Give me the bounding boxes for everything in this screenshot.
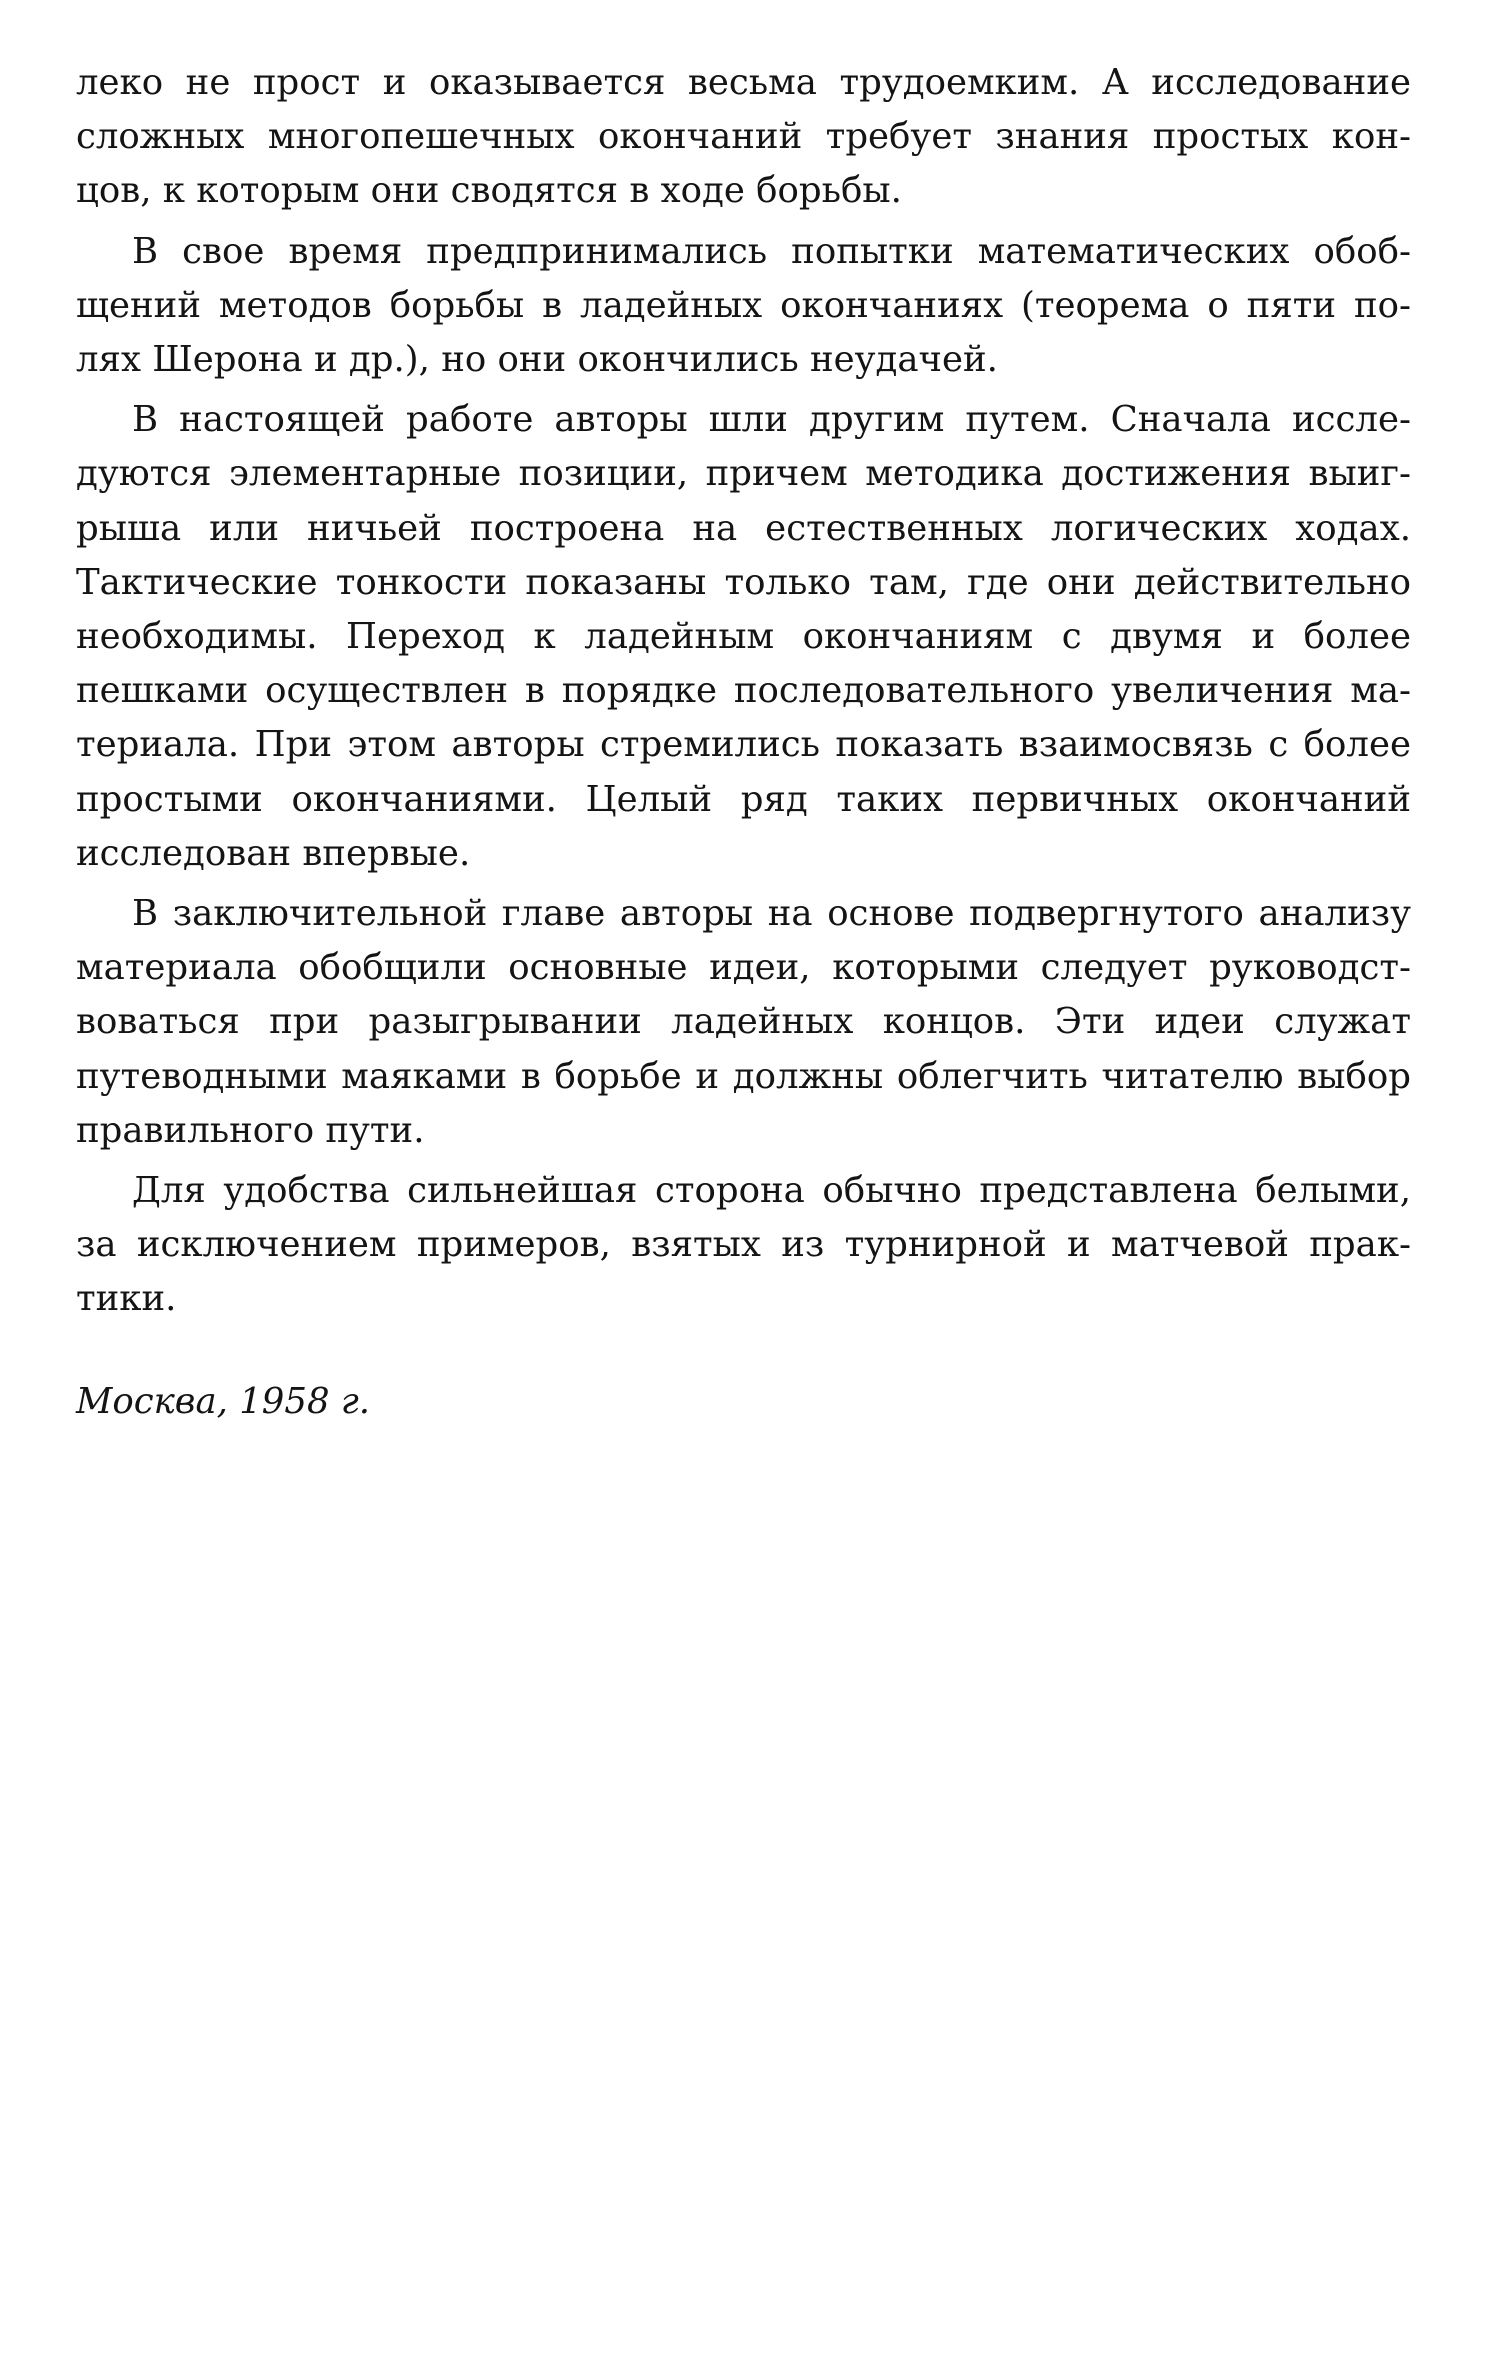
text-line: правильного пути. [76, 1109, 425, 1151]
text-line: щений методов борьбы в ладейных окончаниях (теорема о пяти по- [76, 284, 1411, 326]
text-line: пешками осуществлен в порядке последовательного увеличения ма- [76, 670, 1411, 712]
paragraph-1 [76, 56, 1411, 219]
book-page [76, 56, 1411, 1429]
text-line: исследован впервые. [76, 832, 471, 874]
paragraph-5 [76, 1164, 1411, 1327]
text-line: путеводными маяками в борьбе и должны облегчить читателю выбор [76, 1055, 1411, 1097]
text-line: Для удобства сильнейшая сторона обычно представлена белыми, [132, 1170, 1411, 1212]
text-line: рыша или ничьей построена на естественных логических ходах. [76, 507, 1411, 549]
text-line: В свое время предпринимались попытки математических обоб- [132, 230, 1411, 272]
text-line: леко не прост и оказывается весьма трудоемким. А исследование [76, 62, 1411, 103]
text-line: необходимы. Переход к ладейным окончаниям с двумя и более [76, 616, 1411, 658]
text-line: цов, к которым они сводятся в ходе борьбы. [76, 170, 902, 212]
text-line: простыми окончаниями. Целый ряд таких первичных окончаний [76, 778, 1411, 820]
text-line: сложных многопешечных окончаний требует знания простых кон- [76, 116, 1411, 158]
text-line: тики. [76, 1278, 177, 1320]
text-line: териала. При этом авторы стремились показать взаимосвязь с более [76, 724, 1411, 766]
paragraph-3 [76, 393, 1411, 881]
place-date-signature: Москва, 1958 г. [76, 1380, 371, 1422]
paragraph-4 [76, 887, 1411, 1158]
text-line: за исключением примеров, взятых из турнирной и матчевой прак- [76, 1224, 1411, 1266]
text-line: материала обобщили основные идеи, которыми следует руководст- [76, 947, 1411, 989]
text-line: воваться при разыгрывании ладейных концов. Эти идеи служат [76, 1001, 1411, 1043]
text-line: В настоящей работе авторы шли другим путем. Сначала иссле- [132, 399, 1411, 441]
text-line: лях Шерона и др.), но они окончились неудачей. [76, 339, 998, 381]
paragraph-2 [76, 225, 1411, 388]
text-line: Тактические тонкости показаны только там, где они действительно [76, 561, 1411, 603]
text-line: дуются элементарные позиции, причем методика достижения выиг- [76, 453, 1411, 495]
text-line: В заключительной главе авторы на основе подвергнутого анализу [132, 893, 1411, 935]
